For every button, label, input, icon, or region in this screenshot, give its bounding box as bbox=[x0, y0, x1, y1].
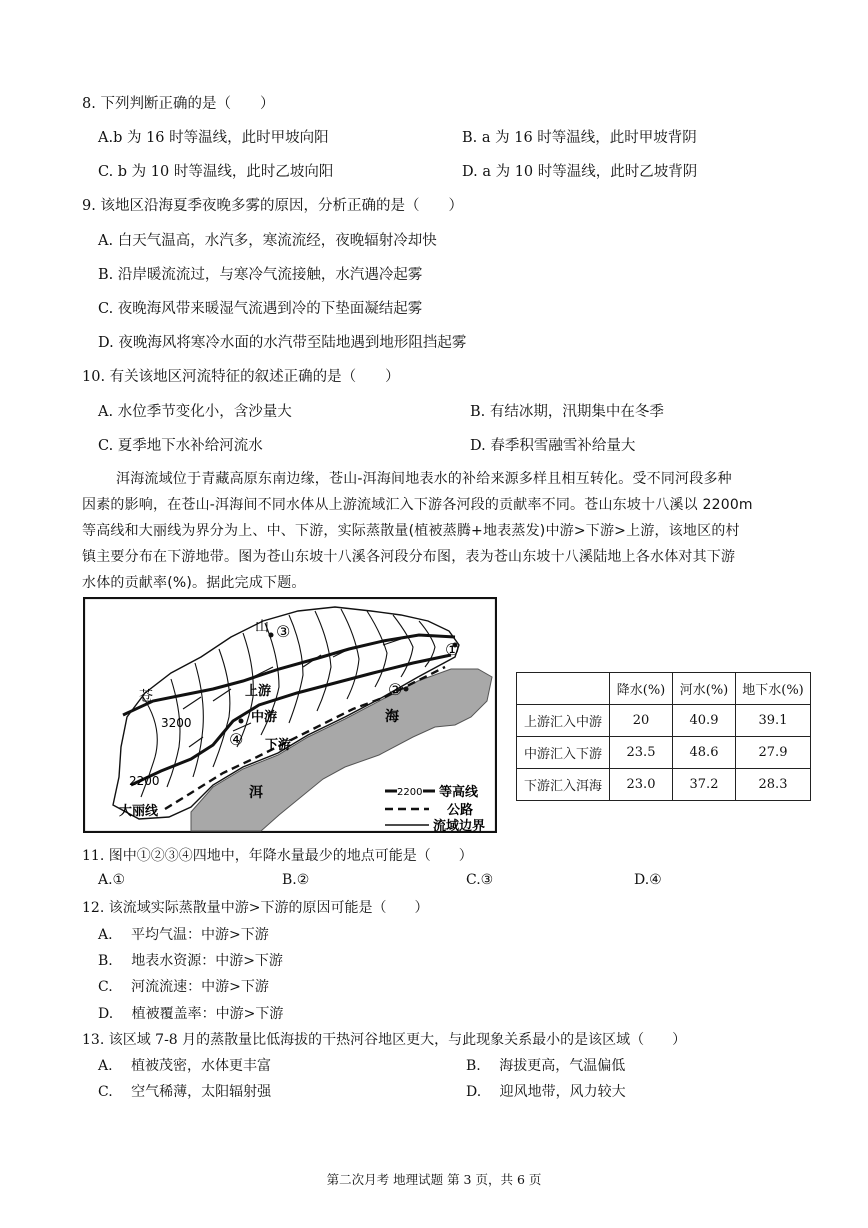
passage-line-5: 水体的贡献率(%)。据此完成下题。 bbox=[82, 575, 306, 591]
q10-option-d: D. 春季积雪融雪补给量大 bbox=[470, 438, 636, 454]
label-shangyou: 上游 bbox=[245, 684, 272, 699]
table-cell: 上游汇入中游 bbox=[517, 705, 610, 737]
q12-option-b: B. 地表水资源：中游>下游 bbox=[98, 953, 283, 969]
table-header-cell bbox=[517, 673, 610, 705]
passage-line-2: 因素的影响，在苍山-洱海间不同水体从上游流域汇入下游各河段的贡献率不同。苍山东坡十八溪以 2200m bbox=[82, 497, 753, 513]
label-p3: ③ bbox=[276, 622, 291, 641]
table-header-cell: 地下水(%) bbox=[736, 673, 811, 705]
q8-stem: 8. 下列判断正确的是（ ） bbox=[82, 96, 275, 112]
watershed-map bbox=[83, 597, 497, 833]
label-3200: 3200 bbox=[161, 716, 192, 730]
label-p2: ② bbox=[388, 680, 403, 699]
q12-option-c: C. 河流流速：中游>下游 bbox=[98, 979, 269, 995]
table-header-cell: 降水(%) bbox=[610, 673, 673, 705]
table-cell: 27.9 bbox=[736, 737, 811, 769]
label-hai: 海 bbox=[385, 709, 399, 725]
label-p4: ④ bbox=[229, 730, 244, 749]
table-cell: 23.0 bbox=[610, 769, 673, 801]
q8-option-a: A.b 为 16 时等温线，此时甲坡向阳 bbox=[98, 130, 329, 146]
table-cell: 中游汇入下游 bbox=[517, 737, 610, 769]
page-footer: 第二次月考 地理试题 第 3 页，共 6 页 bbox=[326, 1172, 542, 1187]
label-zhongyou: 中游 bbox=[251, 710, 278, 725]
table-row bbox=[517, 705, 811, 737]
q13-option-c: C. 空气稀薄，太阳辐射强 bbox=[98, 1084, 272, 1100]
q10-option-c: C. 夏季地下水补给河流水 bbox=[98, 438, 263, 454]
table-cell: 下游汇入洱海 bbox=[517, 769, 610, 801]
q13-option-b: B. 海拔更高，气温偏低 bbox=[466, 1058, 626, 1074]
point-4-marker bbox=[239, 719, 244, 724]
legend-boundary: 流域边界 bbox=[433, 819, 486, 833]
contribution-table bbox=[516, 672, 811, 801]
point-2-marker bbox=[404, 687, 409, 692]
q9-option-b: B. 沿岸暖流流过，与寒冷气流接触，水汽遇冷起雾 bbox=[98, 267, 423, 283]
table-row bbox=[517, 769, 811, 801]
table-cell: 37.2 bbox=[673, 769, 736, 801]
q13-option-a: A. 植被茂密，水体更丰富 bbox=[98, 1058, 272, 1074]
table-cell: 39.1 bbox=[736, 705, 811, 737]
label-dalixian: 大丽线 bbox=[119, 804, 159, 819]
table-cell: 28.3 bbox=[736, 769, 811, 801]
q10-option-a: A. 水位季节变化小，含沙量大 bbox=[98, 404, 292, 420]
table-cell: 48.6 bbox=[673, 737, 736, 769]
label-er: 洱 bbox=[249, 785, 263, 801]
q11-option-b: B.② bbox=[282, 872, 310, 888]
legend-contour: 等高线 bbox=[439, 785, 479, 800]
q11-option-a: A.① bbox=[98, 872, 126, 888]
table-cell: 20 bbox=[610, 705, 673, 737]
q9-option-d: D. 夜晚海风将寒冷水面的水汽带至陆地遇到地形阻挡起雾 bbox=[98, 335, 467, 351]
label-xiayou: 下游 bbox=[265, 738, 292, 753]
table-row bbox=[517, 737, 811, 769]
q8-option-c: C. b 为 10 时等温线，此时乙坡向阳 bbox=[98, 164, 334, 180]
label-shan: 山 bbox=[255, 619, 269, 635]
q9-option-a: A. 白天气温高，水汽多，寒流流经，夜晚辐射冷却快 bbox=[98, 233, 437, 249]
table-cell: 23.5 bbox=[610, 737, 673, 769]
q11-stem: 11. 图中①②③④四地中，年降水量最少的地点可能是（ ） bbox=[82, 848, 473, 864]
passage-line-3: 等高线和大丽线为界分为上、中、下游，实际蒸散量(植被蒸腾+地表蒸发)中游>下游>上游，该地区的村 bbox=[82, 523, 740, 539]
label-cang: 苍 bbox=[139, 689, 153, 705]
q11-option-d: D.④ bbox=[634, 872, 662, 888]
q13-option-d: D. 迎风地带，风力较大 bbox=[466, 1084, 626, 1100]
q8-option-d: D. a 为 10 时等温线，此时乙坡背阴 bbox=[462, 164, 698, 180]
q10-stem: 10. 有关该地区河流特征的叙述正确的是（ ） bbox=[82, 369, 400, 385]
q10-option-b: B. 有结冰期，汛期集中在冬季 bbox=[470, 404, 664, 420]
label-p1: ① bbox=[445, 640, 460, 659]
q12-option-a: A. 平均气温：中游>下游 bbox=[98, 927, 269, 943]
passage-line-4: 镇主要分布在下游地带。图为苍山东坡十八溪各河段分布图，表为苍山东坡十八溪陆地上各水体对其下游 bbox=[82, 549, 736, 565]
point-3-marker bbox=[269, 633, 274, 638]
q9-stem: 9. 该地区沿海夏季夜晚多雾的原因，分析正确的是（ ） bbox=[82, 198, 463, 214]
table-header-cell: 河水(%) bbox=[673, 673, 736, 705]
q13-stem: 13. 该区域 7-8 月的蒸散量比低海拔的干热河谷地区更大，与此现象关系最小的是该区域（ ） bbox=[82, 1032, 687, 1048]
table-cell: 40.9 bbox=[673, 705, 736, 737]
q9-option-c: C. 夜晚海风带来暖湿气流遇到冷的下垫面凝结起雾 bbox=[98, 301, 423, 317]
q11-option-c: C.③ bbox=[466, 872, 494, 888]
label-2200: 2200 bbox=[129, 774, 160, 788]
passage-line-1: 洱海流域位于青藏高原东南边缘，苍山-洱海间地表水的补给来源多样且相互转化。受不同河段多种 bbox=[116, 471, 732, 487]
q12-option-d: D. 植被覆盖率：中游>下游 bbox=[98, 1006, 284, 1022]
legend-contour-number: 2200 bbox=[397, 787, 423, 798]
table-header-row bbox=[517, 673, 811, 705]
q8-option-b: B. a 为 16 时等温线，此时甲坡背阴 bbox=[462, 130, 697, 146]
legend-road: 公路 bbox=[447, 803, 474, 818]
q12-stem: 12. 该流域实际蒸散量中游>下游的原因可能是（ ） bbox=[82, 900, 429, 916]
